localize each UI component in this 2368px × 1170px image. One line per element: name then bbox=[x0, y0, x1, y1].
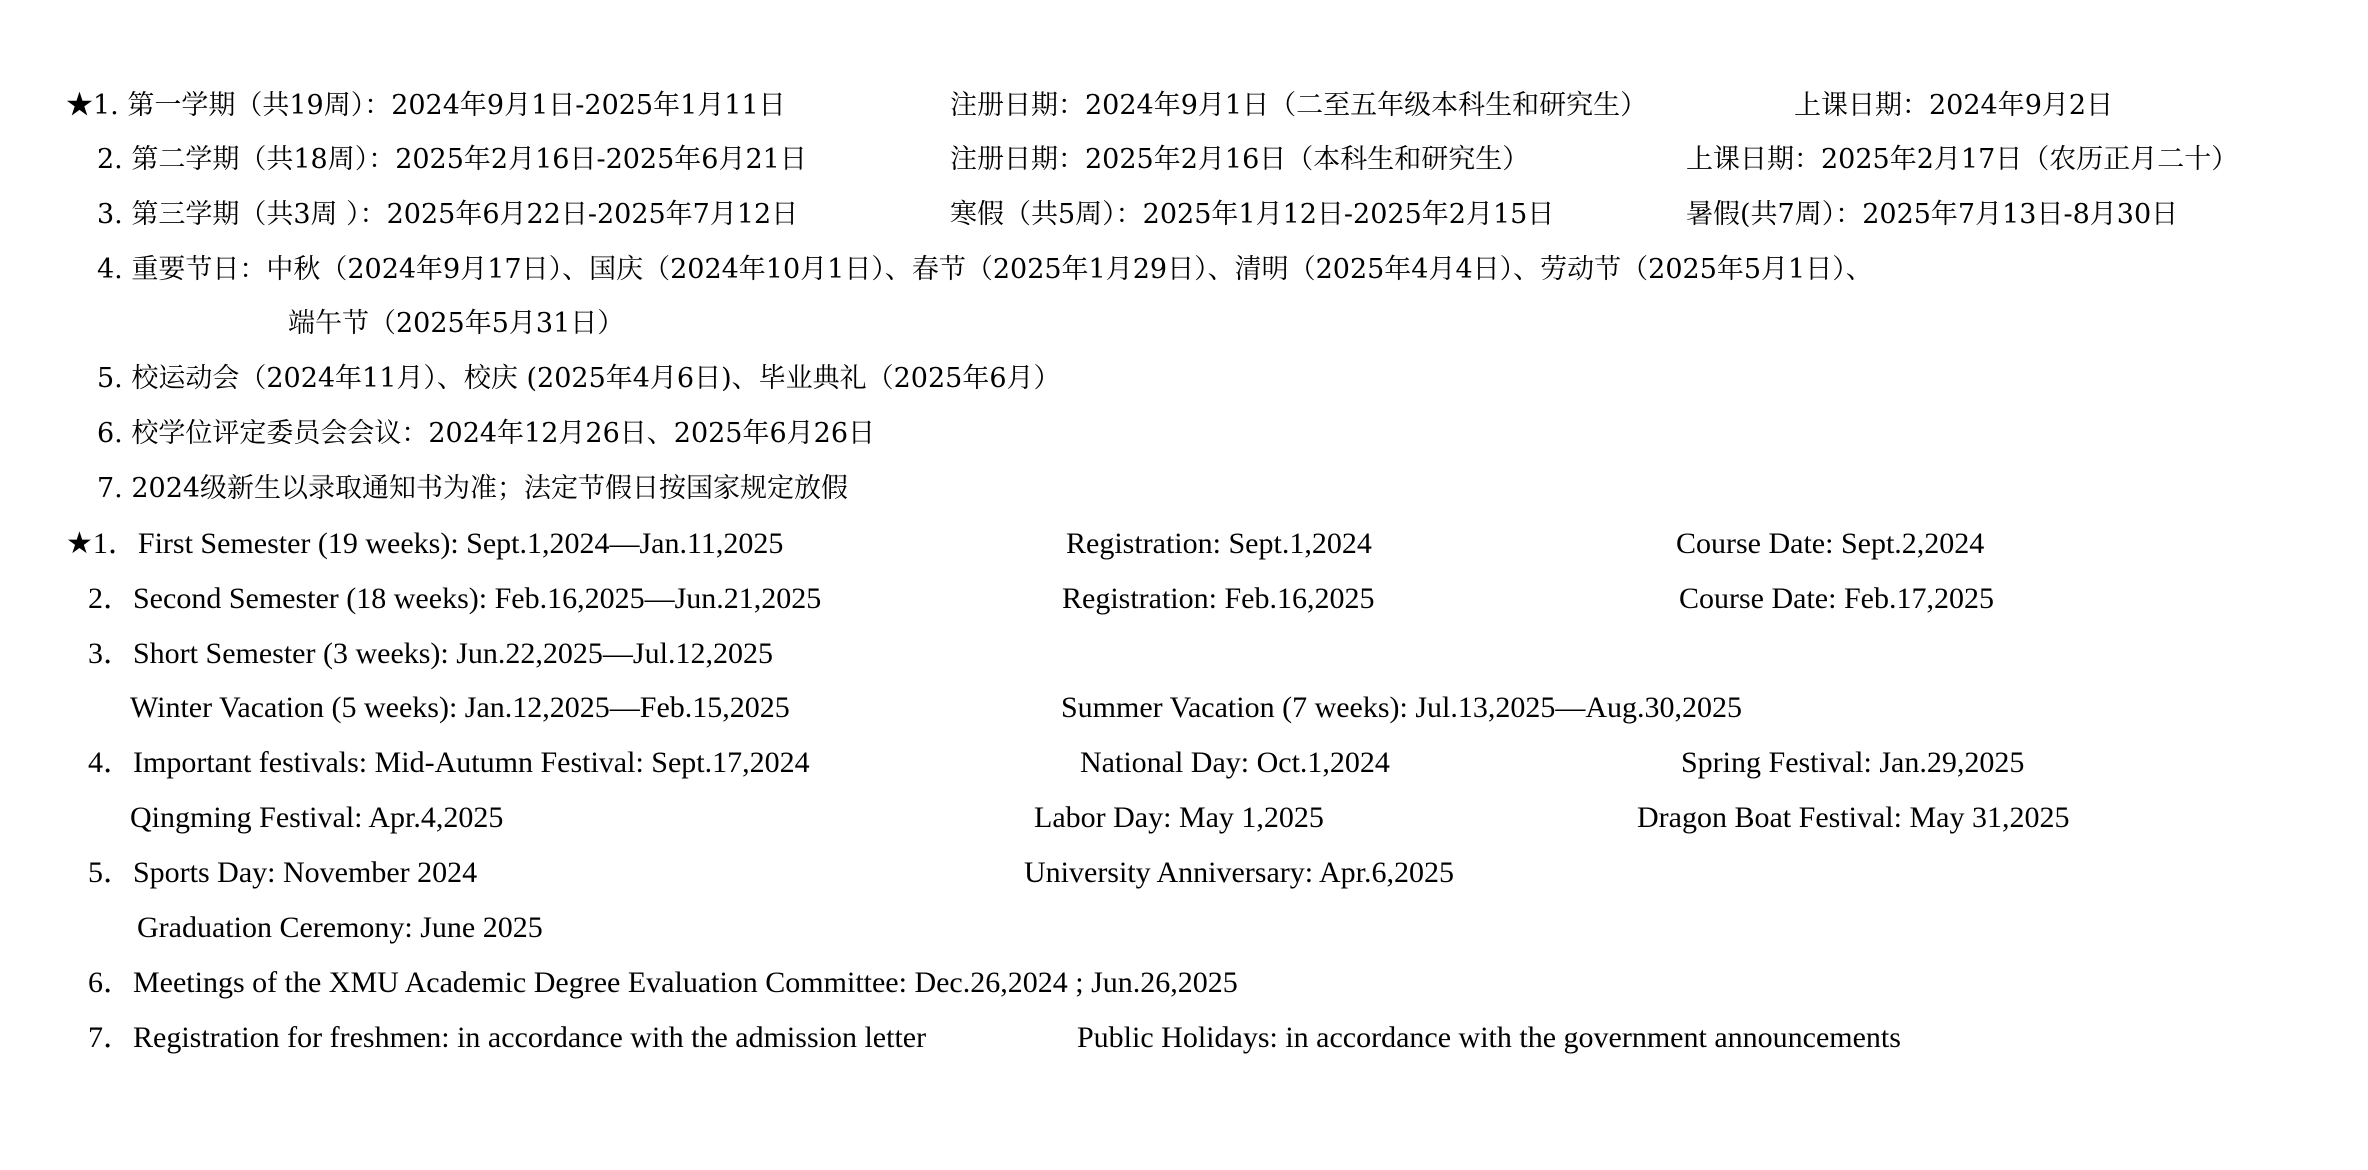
en-first-course-date: Course Date: Sept.2,2024 bbox=[1676, 527, 1985, 560]
cn-first-registration: 注册日期：2024年9月1日（二至五年级本科生和研究生） bbox=[950, 90, 1648, 121]
en-first-semester: ★1．First Semester (19 weeks): Sept.1,2024—Jan.11,2025 bbox=[66, 527, 784, 560]
cn-second-semester: 2. 第二学期（共18周）：2025年2月16日-2025年6月21日 bbox=[97, 144, 807, 175]
cn-first-course-date: 上课日期：2024年9月2日 bbox=[1794, 90, 2114, 121]
en-national-day: National Day: Oct.1,2024 bbox=[1080, 746, 1390, 779]
cn-third-semester: 3. 第三学期（共3周 ）：2025年6月22日-2025年7月12日 bbox=[97, 199, 799, 230]
en-summer-vacation: Summer Vacation (7 weeks): Jul.13,2025—Aug.30,2025 bbox=[1061, 691, 1743, 724]
en-second-registration: Registration: Feb.16,2025 bbox=[1062, 582, 1375, 615]
en-second-course-date: Course Date: Feb.17,2025 bbox=[1679, 582, 1994, 615]
cn-winter-vacation: 寒假（共5周）：2025年1月12日-2025年2月15日 bbox=[950, 199, 1555, 230]
en-freshmen-registration: 7．Registration for freshmen: in accordance with the admission letter bbox=[88, 1021, 927, 1054]
en-degree-committee: 6．Meetings of the XMU Academic Degree Evaluation Committee: Dec.26,2024 ; Jun.26,2025 bbox=[88, 966, 1238, 999]
en-second-semester: 2．Second Semester (18 weeks): Feb.16,2025—Jun.21,2025 bbox=[88, 582, 822, 615]
en-sports-day: 5．Sports Day: November 2024 bbox=[88, 856, 478, 889]
en-spring-festival: Spring Festival: Jan.29,2025 bbox=[1681, 746, 2025, 779]
cn-campus-events: 5. 校运动会（2024年11月）、校庆 (2025年4月6日)、毕业典礼（2025年6月） bbox=[97, 363, 1061, 394]
en-winter-vacation: Winter Vacation (5 weeks): Jan.12,2025—Feb.15,2025 bbox=[130, 691, 790, 724]
cn-dragon-boat: 端午节（2025年5月31日） bbox=[288, 308, 625, 339]
cn-first-semester: ★1. 第一学期（共19周）：2024年9月1日-2025年1月11日 bbox=[66, 90, 786, 121]
en-labor-day: Labor Day: May 1,2025 bbox=[1034, 801, 1324, 834]
cn-summer-vacation: 暑假(共7周）：2025年7月13日-8月30日 bbox=[1686, 199, 2179, 230]
cn-important-festivals: 4. 重要节日：中秋（2024年9月17日）、国庆（2024年10月1日）、春节（2025年1月29日）、清明（2025年4月4日）、劳动节（2025年5月1日）、 bbox=[97, 254, 1873, 285]
en-first-registration: Registration: Sept.1,2024 bbox=[1066, 527, 1372, 560]
en-graduation: Graduation Ceremony: June 2025 bbox=[137, 911, 543, 944]
en-qingming: Qingming Festival: Apr.4,2025 bbox=[130, 801, 504, 834]
cn-second-registration: 注册日期：2025年2月16日（本科生和研究生） bbox=[950, 144, 1530, 175]
en-dragon-boat: Dragon Boat Festival: May 31,2025 bbox=[1637, 801, 2070, 834]
cn-freshmen-holidays: 7. 2024级新生以录取通知书为准；法定节假日按国家规定放假 bbox=[97, 473, 849, 504]
en-mid-autumn: 4．Important festivals: Mid-Autumn Festival: Sept.17,2024 bbox=[88, 746, 810, 779]
en-university-anniversary: University Anniversary: Apr.6,2025 bbox=[1024, 856, 1454, 889]
cn-second-course-date: 上课日期：2025年2月17日（农历正月二十） bbox=[1686, 144, 2239, 175]
en-public-holidays: Public Holidays: in accordance with the government announcements bbox=[1077, 1021, 1901, 1054]
cn-degree-committee: 6. 校学位评定委员会会议：2024年12月26日、2025年6月26日 bbox=[97, 418, 876, 449]
en-short-semester: 3．Short Semester (3 weeks): Jun.22,2025—Jul.12,2025 bbox=[88, 637, 773, 670]
